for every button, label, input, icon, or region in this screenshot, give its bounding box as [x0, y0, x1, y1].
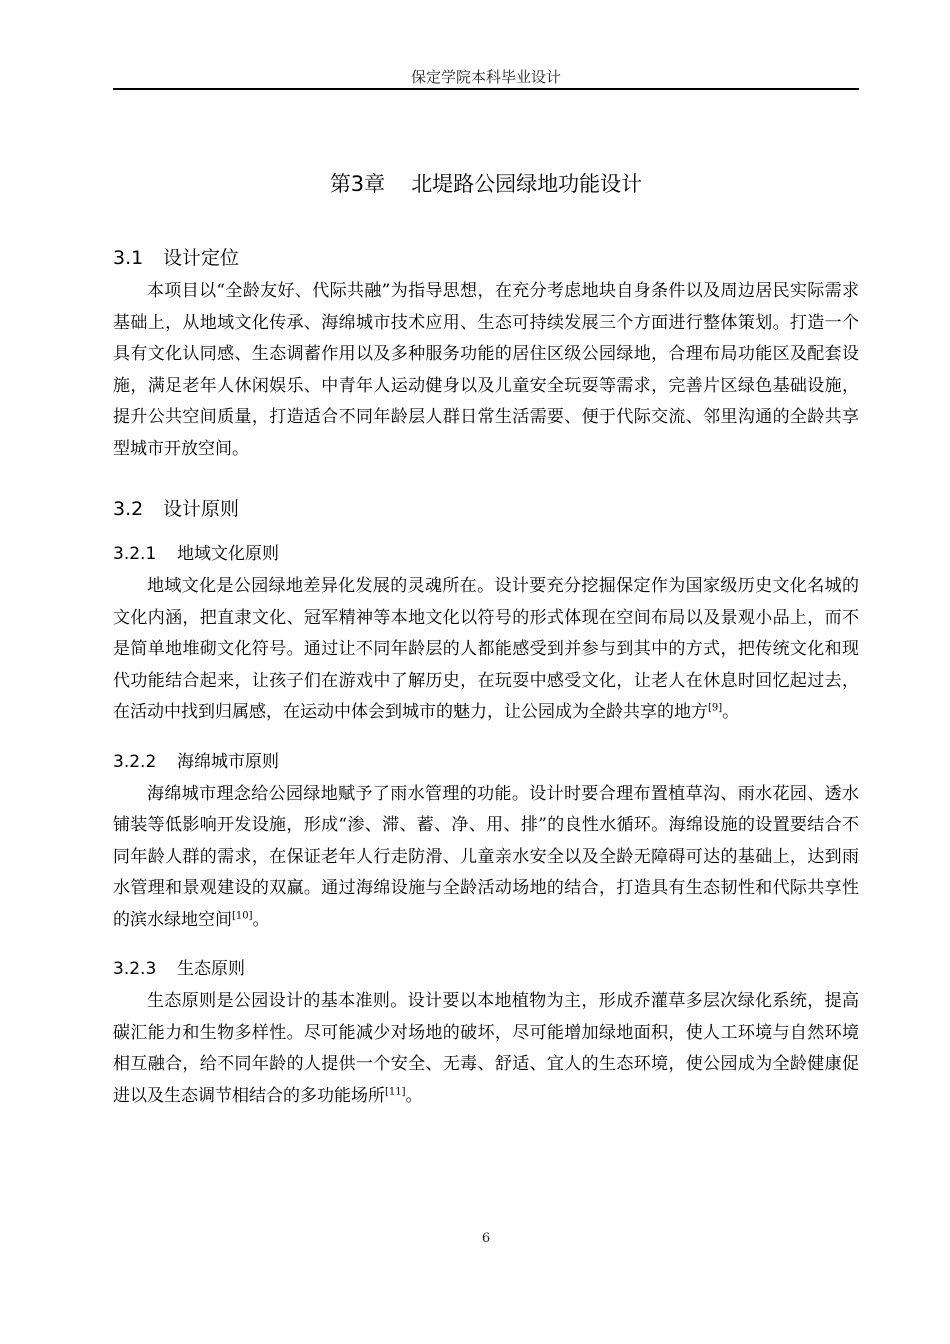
page-content — [113, 168, 859, 1112]
paragraph-sponge-city — [113, 779, 859, 937]
page-number: 6 — [481, 1231, 491, 1246]
paragraph-end: 。 — [405, 1085, 423, 1106]
subsection-heading-3-2-1 — [113, 541, 859, 567]
subsection-number: 3.2.2 — [113, 751, 157, 772]
subsection-title: 地域文化原则 — [177, 544, 279, 564]
subsection-heading-3-2-3 — [113, 956, 859, 982]
subsection-title: 生态原则 — [177, 959, 245, 979]
paragraph-end: 。 — [722, 702, 740, 722]
page-header: 保定学院本科毕业设计 — [410, 68, 561, 86]
paragraph-text: 海绵城市理念给公园绿地赋予了雨水管理的功能。设计时要合理布置植草沟、雨水花园、透水铺装等低影响开发设施，形成“渗、滞、蓄、净、用、排”的良性水循环。海绵设施的设置要结合不同年龄人群的需求，在保证老年人行走防滑、儿童亲水安全以及全龄无障碍可达的基础上，达到雨水管理和景观建设的双赢。通过海绵设施与全龄活动场地的结合，打造具有生态韧性和代际共享性的滨水绿地空间 — [113, 783, 859, 930]
paragraph-end: 。 — [252, 909, 270, 930]
subsection-number: 3.2.1 — [113, 544, 157, 564]
citation-link[interactable]: [11] — [385, 1085, 406, 1097]
subsection-heading-3-2-2 — [113, 749, 859, 775]
paragraph-ecology — [113, 986, 859, 1112]
paragraph-text: 生态原则是公园设计的基本准则。设计要以本地植物为主，形成乔灌草多层次绿化系统，提高碳汇能力和生物多样性。尽可能减少对场地的破坏，尽可能增加绿地面积，使人工环境与自然环境相互融合，给不同年龄的人提供一个安全、无毒、舒适、宜人的生态环境，使公园成为全龄健康促进以及生态调节相结合的多功能场所 — [113, 991, 859, 1106]
paragraph-regional-culture — [113, 571, 859, 729]
subsection-number: 3.2.3 — [113, 959, 157, 979]
paragraph-design-positioning: 本项目以“全龄友好、代际共融”为指导思想，在充分考虑地块自身条件以及周边居民实际需求基础上，从地域文化传承、海绵城市技术应用、生态可持续发展三个方面进行整体策划。打造一个具有文化认同感、生态调蓄作用以及多种服务功能的居住区级公园绿地，合理布局功能区及配套设施，满足老年人休闲娱乐、中青年人运动健身以及儿童安全玩耍等需求，完善片区绿色基础设施，提升公共空间质量，打造适合不同年龄层人群日常生活需要、便于代际交流、邻里沟通的全龄共享型城市开放空间。 — [113, 281, 859, 459]
section-heading-3-2 — [113, 495, 859, 523]
section-number: 3.1 — [113, 247, 144, 269]
section-heading-3-1 — [113, 244, 859, 272]
subsection-title: 海绵城市原则 — [177, 751, 279, 772]
paragraph-text: 地域文化是公园绿地差异化发展的灵魂所在。设计要充分挖掘保定作为国家级历史文化名城的文化内涵，把直隶文化、冠军精神等本地文化以符号的形式体现在空间布局以及景观小品上，而不是简单地堆砌文化符号。通过让不同年龄层的人都能感受到并参与到其中的方式，把传统文化和现代功能结合起来，让孩子们在游戏中了解历史，在玩耍中感受文化，让老人在休息时回忆起过去，在活动中找到归属感，在运动中体会到城市的魅力，让公园成为全龄共享的地方 — [113, 576, 859, 722]
chapter-title-text: 北堤路公园绿地功能设计 — [411, 172, 643, 196]
header-rule — [113, 88, 859, 90]
section-title: 设计原则 — [163, 498, 240, 520]
citation-link[interactable]: [10] — [232, 909, 253, 921]
section-number: 3.2 — [113, 498, 144, 520]
section-title: 设计定位 — [163, 247, 240, 269]
citation-link[interactable]: [9] — [708, 702, 723, 714]
chapter-number: 第3章 — [329, 172, 386, 196]
chapter-title — [113, 168, 859, 200]
